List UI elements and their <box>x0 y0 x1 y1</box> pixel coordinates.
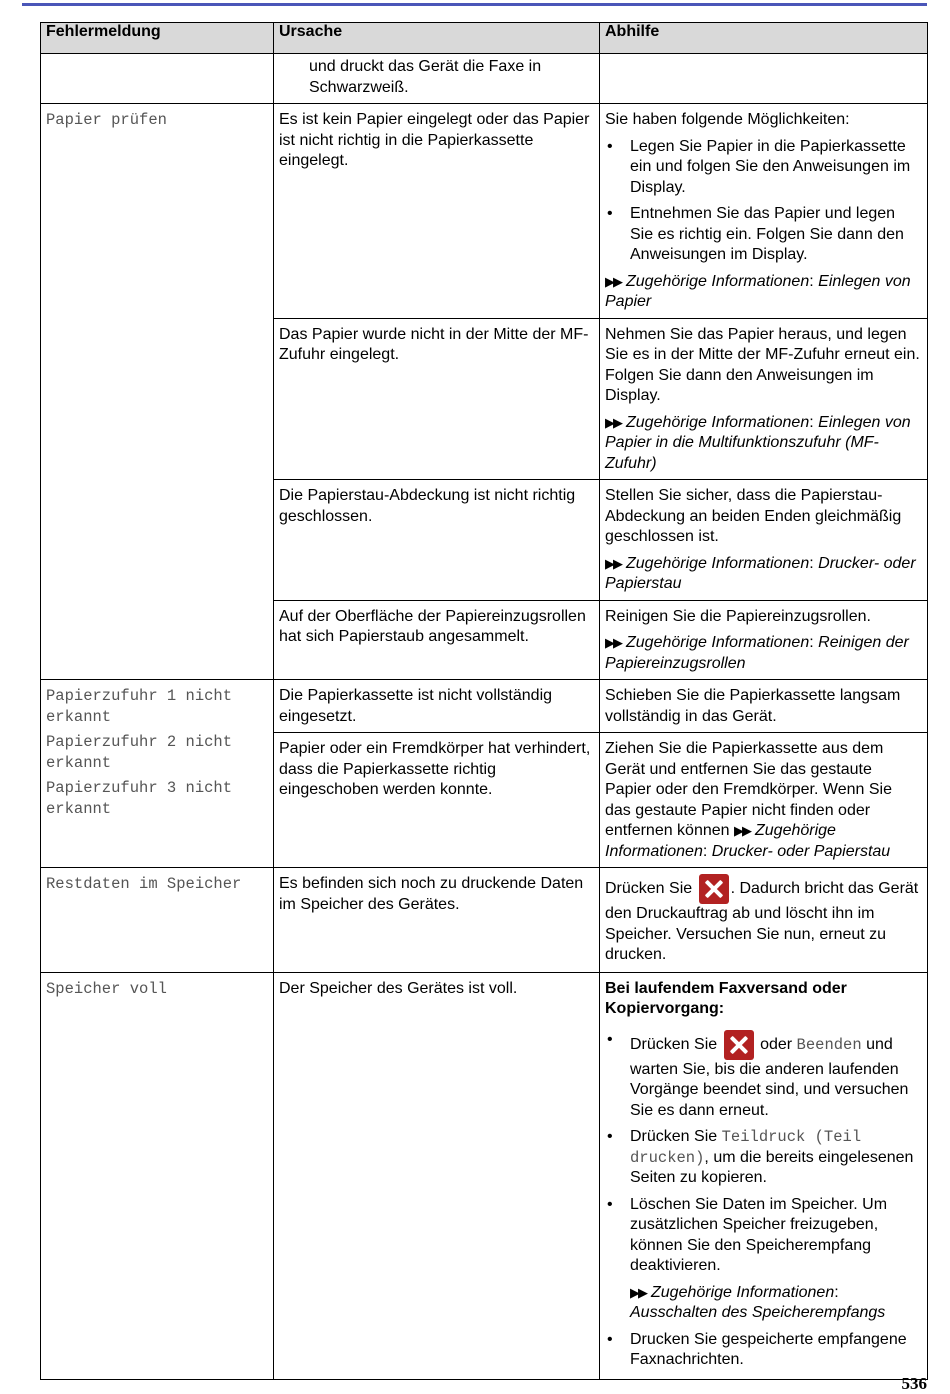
cause-text: Es befinden sich noch zu druckende Daten im Speicher des Gerätes. <box>279 875 584 913</box>
remedy-cell <box>600 868 928 973</box>
remedy-text: Schieben Sie die Papierkassette langsam vollständig in das Gerät. <box>605 687 901 725</box>
double-chevron-right-icon: ▶▶ <box>605 635 621 650</box>
message-cell <box>41 104 274 680</box>
cause-cell <box>274 733 600 868</box>
error-message: Papierzufuhr 3 nicht erkannt <box>46 779 233 818</box>
remedy-text: Stellen Sie sicher, dass die Papierstau-Abdeckung an beiden Enden gleichmäßig geschlossen ist. <box>605 487 902 545</box>
cause-text: Die Papierstau-Abdeckung ist nicht richtig geschlossen. <box>279 487 576 525</box>
list-item: • Drücken Sie Teildruck (Teil drucken), um die bereits eingelesenen Seiten zu kopieren. <box>605 1127 922 1189</box>
key-label-teildruck: Teildruck (Teil drucken) <box>630 1128 862 1167</box>
key-label-beenden: Beenden <box>796 1035 862 1054</box>
error-message: Papier prüfen <box>46 111 167 129</box>
cause-cell <box>274 104 600 319</box>
remedy-list <box>605 1030 922 1371</box>
remedy-heading: Bei laufendem Faxversand oder Kopiervorgang: <box>605 979 847 1017</box>
message-cell <box>41 54 274 104</box>
stop-x-icon[interactable] <box>699 874 729 904</box>
stop-x-icon[interactable] <box>724 1030 754 1060</box>
related-info-link[interactable]: ▶▶ Zugehörige Informationen: Einlegen von Papier <box>605 272 911 310</box>
related-info-link[interactable]: ▶▶ Zugehörige Informationen: Einlegen von Papier in die Multifunktionszufuhr (MF-Zufuhr) <box>605 413 911 472</box>
error-message-table <box>40 22 928 1380</box>
remedy-cell <box>600 318 928 480</box>
cause-cell <box>274 680 600 733</box>
error-message: Papierzufuhr 2 nicht erkannt <box>46 733 233 772</box>
cause-cell <box>274 600 600 680</box>
error-message: Papierzufuhr 1 nicht erkannt <box>46 687 233 726</box>
cause-cell <box>274 868 600 973</box>
table-row <box>41 972 928 1379</box>
remedy-cell <box>600 54 928 104</box>
list-item: • Legen Sie Papier in die Papierkassette ein und folgen Sie den Anweisungen im Display. <box>605 137 922 199</box>
table-row <box>41 54 928 104</box>
related-info-link[interactable]: ▶▶ Zugehörige Informationen: Drucker- oder Papierstau <box>605 554 916 592</box>
related-info-link[interactable]: ▶▶ Zugehörige Informationen: Reinigen der Papiereinzugsrollen <box>605 634 909 672</box>
table-row <box>41 680 928 733</box>
message-cell <box>41 868 274 973</box>
double-chevron-right-icon: ▶▶ <box>734 823 750 838</box>
table-row <box>41 868 928 973</box>
related-info-link[interactable]: ▶▶ Zugehörige Informationen: Drucker- oder Papierstau <box>605 822 891 860</box>
remedy-text: Ziehen Sie die Papierkassette aus dem Gerät und entfernen Sie das gestaute Papier oder den Fremdkörper. Wenn Sie das gestaute Papier nicht finden oder entfernen können ▶▶ Zugehörige Informationen: Drucker- oder Papierstau <box>605 740 892 860</box>
table-header-row <box>41 23 928 54</box>
list-item: • Drucken Sie gespeicherte empfangene Faxnachrichten. <box>605 1330 922 1371</box>
cause-text: Der Speicher des Gerätes ist voll. <box>279 979 518 997</box>
remedy-cell <box>600 733 928 868</box>
list-item: • Löschen Sie Daten im Speicher. Um zusätzlichen Speicher freizugeben, können Sie den Speicherempfang deaktivieren. ▶▶ Zugehörige Informationen: Ausschalten des Speicherempfangs <box>605 1195 922 1324</box>
cause-text: Auf der Oberfläche der Papiereinzugsrollen hat sich Papierstaub angesammelt. <box>279 607 586 645</box>
cause-cell <box>274 972 600 1379</box>
cause-text: und druckt das Gerät die Faxe in Schwarzweiß. <box>309 58 542 96</box>
double-chevron-right-icon: ▶▶ <box>630 1284 646 1300</box>
double-chevron-right-icon: ▶▶ <box>605 414 621 430</box>
remedy-cell <box>600 480 928 601</box>
error-message: Restdaten im Speicher <box>46 875 242 893</box>
table-row <box>41 104 928 319</box>
list-item: • Entnehmen Sie das Papier und legen Sie es richtig ein. Folgen Sie dann den Anweisungen im Display. <box>605 204 922 266</box>
message-cell <box>41 680 274 868</box>
message-cell <box>41 972 274 1379</box>
top-accent-bar <box>22 3 927 6</box>
double-chevron-right-icon: ▶▶ <box>605 555 621 571</box>
cause-text: Die Papierkassette ist nicht vollständig eingesetzt. <box>279 687 553 725</box>
error-message: Speicher voll <box>46 979 167 998</box>
remedy-list <box>605 137 922 266</box>
remedy-cell <box>600 104 928 319</box>
cause-cell <box>274 480 600 601</box>
header-ursache: Ursache <box>274 23 600 54</box>
list-item: • Drücken Sie oder Beenden und warten Sie, bis die anderen laufenden Vorgänge beendet sind, und versuchen Sie es dann erneut. <box>605 1030 922 1122</box>
remedy-cell <box>600 972 928 1379</box>
cause-cell <box>274 54 600 104</box>
remedy-text: Drücken Sie . Dadurch bricht das Gerät den Druckauftrag ab und löscht ihn im Speicher. Versuchen Sie nun, erneut zu drucken. <box>605 874 922 966</box>
double-chevron-right-icon: ▶▶ <box>605 273 621 289</box>
remedy-text: Nehmen Sie das Papier heraus, und legen Sie es in der Mitte der MF-Zufuhr erneut ein. Folgen Sie dann den Anweisungen im Display. <box>605 325 920 404</box>
cause-text: Es ist kein Papier eingelegt oder das Papier ist nicht richtig in die Papierkassette eingelegt. <box>279 111 590 169</box>
cause-text: Papier oder ein Fremdkörper hat verhindert, dass die Papierkassette richtig eingeschoben werden konnte. <box>279 740 591 798</box>
remedy-intro: Sie haben folgende Möglichkeiten: <box>605 111 850 128</box>
remedy-text: Reinigen Sie die Papiereinzugsrollen. <box>605 607 871 625</box>
remedy-cell <box>600 680 928 733</box>
cause-text: Das Papier wurde nicht in der Mitte der MF-Zufuhr eingelegt. <box>279 325 589 363</box>
header-abhilfe: Abhilfe <box>600 23 928 54</box>
page-number: 536 <box>901 1374 927 1393</box>
header-fehlermeldung: Fehlermeldung <box>41 23 274 54</box>
related-info-link[interactable]: ▶▶ Zugehörige Informationen: Ausschalten des Speicherempfangs <box>630 1283 886 1321</box>
remedy-cell <box>600 600 928 680</box>
cause-cell <box>274 318 600 480</box>
